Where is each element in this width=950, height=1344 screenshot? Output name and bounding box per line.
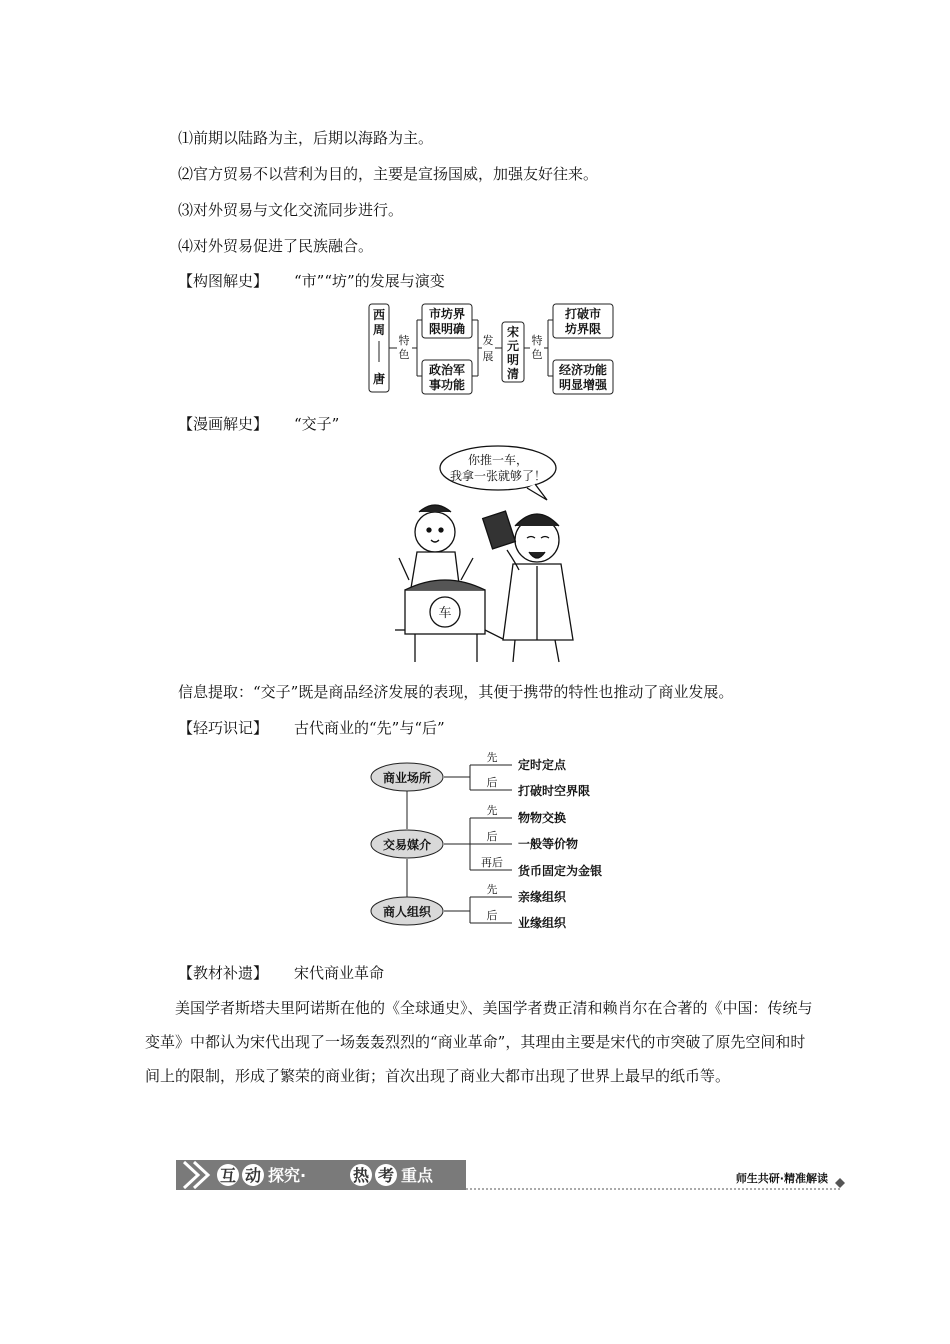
list-item-2: ⑵官方贸易不以营利为目的，主要是宣扬国威，加强友好往来。: [178, 165, 599, 183]
info-extraction: 信息提取：“交子”既是商品经济发展的表现，其便于携带的特性也推动了商业发展。: [178, 683, 734, 701]
feature-label-2a: 特: [531, 334, 543, 347]
bubble-line-1: 你推一车，: [467, 453, 529, 467]
feature-label-1a: 特: [398, 334, 410, 347]
box-political-military-2: 事功能: [428, 378, 466, 392]
section-heading-cartoon: [178, 414, 339, 434]
order-label-5: 再后: [481, 856, 503, 869]
section-title: “市”“坊”的发展与演变: [294, 272, 445, 290]
development-label-2: 展: [482, 350, 494, 363]
item-fixed-time-place: 定时定点: [518, 758, 567, 772]
section-heading-composition: [178, 271, 445, 291]
item-general-equivalent: 一般等价物: [518, 837, 579, 851]
era-west-zhou-2: 周: [372, 323, 386, 337]
development-label-1: 发: [482, 334, 494, 347]
item-barter: 物物交换: [518, 811, 567, 825]
item-gold-silver: 货币固定为金银: [518, 864, 603, 878]
section-heading-supplement: [178, 963, 384, 983]
diamond-icon: [835, 1178, 845, 1188]
order-label-7: 后: [486, 909, 498, 922]
item-kinship-org: 亲缘组织: [518, 890, 567, 904]
banner-right-text: 师生共研·精准解读: [735, 1172, 828, 1185]
era-song: 宋: [506, 325, 520, 339]
order-label-3: 先: [486, 804, 498, 817]
commerce-sequence-diagram: [360, 745, 630, 935]
list-item-1: ⑴前期以陆路为主，后期以海路为主。: [178, 129, 434, 147]
era-west-zhou-1: 西: [372, 308, 386, 322]
item-break-time-space: 打破时空界限: [518, 784, 591, 798]
cart-label: 车: [438, 606, 452, 621]
order-label-2: 后: [486, 776, 498, 789]
banner-char-4: 考: [377, 1166, 395, 1185]
section-tag: 【构图解史】: [178, 272, 269, 290]
era-yuan: 元: [506, 339, 520, 353]
banner-char-1: 互: [219, 1166, 237, 1185]
era-qing: 清: [506, 367, 520, 381]
section-tag: 【轻巧识记】: [178, 719, 269, 737]
feature-label-2b: 色: [531, 348, 543, 361]
banner-char-3: 热: [352, 1166, 370, 1185]
section-title: 古代商业的“先”与“后”: [294, 719, 445, 737]
node-business-place: 商业场所: [382, 771, 432, 785]
box-market-boundary-2: 限明确: [428, 322, 466, 336]
section-title: 宋代商业革命: [294, 964, 385, 982]
order-label-1: 先: [486, 751, 498, 764]
box-political-military-1: 政治军: [428, 363, 466, 377]
body-paragraph-text: 美国学者斯塔夫里阿诺斯在他的《全球通史》、美国学者费正清和赖肖尔在合著的《中国：传统与变革》中都认为宋代出现了一场轰轰烈烈的“商业革命”，其理由主要是宋代的市突破了原先空间和时间上的限制，形成了繁荣的商业街；首次出现了商业大都市出现了世界上最早的纸币等。: [145, 999, 813, 1085]
order-label-4: 后: [486, 830, 498, 843]
box-economic-function-1: 经济功能: [558, 363, 608, 377]
item-trade-org: 业缘组织: [518, 916, 567, 930]
bubble-line-2: 我拿一张就够了！: [449, 469, 547, 483]
section-heading-memory: [178, 718, 445, 738]
order-label-6: 先: [486, 883, 498, 896]
banner-text-end: 重点: [401, 1166, 434, 1185]
era-tang: 唐: [372, 372, 386, 386]
box-market-boundary-1: 市坊界: [428, 307, 466, 321]
box-break-boundary-1: 打破市: [564, 307, 602, 321]
section-tag: 【漫画解史】: [178, 415, 269, 433]
feature-label-1b: 色: [398, 348, 410, 361]
list-item-4: ⑷对外贸易促进了民族融合。: [178, 237, 374, 255]
box-break-boundary-2: 坊界限: [564, 322, 602, 336]
box-economic-function-2: 明显增强: [558, 378, 608, 392]
section-title: “交子”: [294, 415, 340, 433]
list-item-3: ⑶对外贸易与文化交流同步进行。: [178, 201, 404, 219]
node-merchant-org: 商人组织: [382, 905, 432, 919]
body-paragraph: [145, 991, 815, 1093]
era-ming: 明: [506, 353, 520, 367]
node-trade-medium: 交易媒介: [382, 838, 432, 852]
jiaozi-cartoon: [395, 440, 595, 665]
market-evolution-diagram: [360, 300, 622, 398]
banner-char-2: 动: [244, 1166, 262, 1185]
section-banner: [176, 1158, 852, 1192]
banner-text-mid: 探究·: [268, 1166, 307, 1185]
section-tag: 【教材补遗】: [178, 964, 269, 982]
